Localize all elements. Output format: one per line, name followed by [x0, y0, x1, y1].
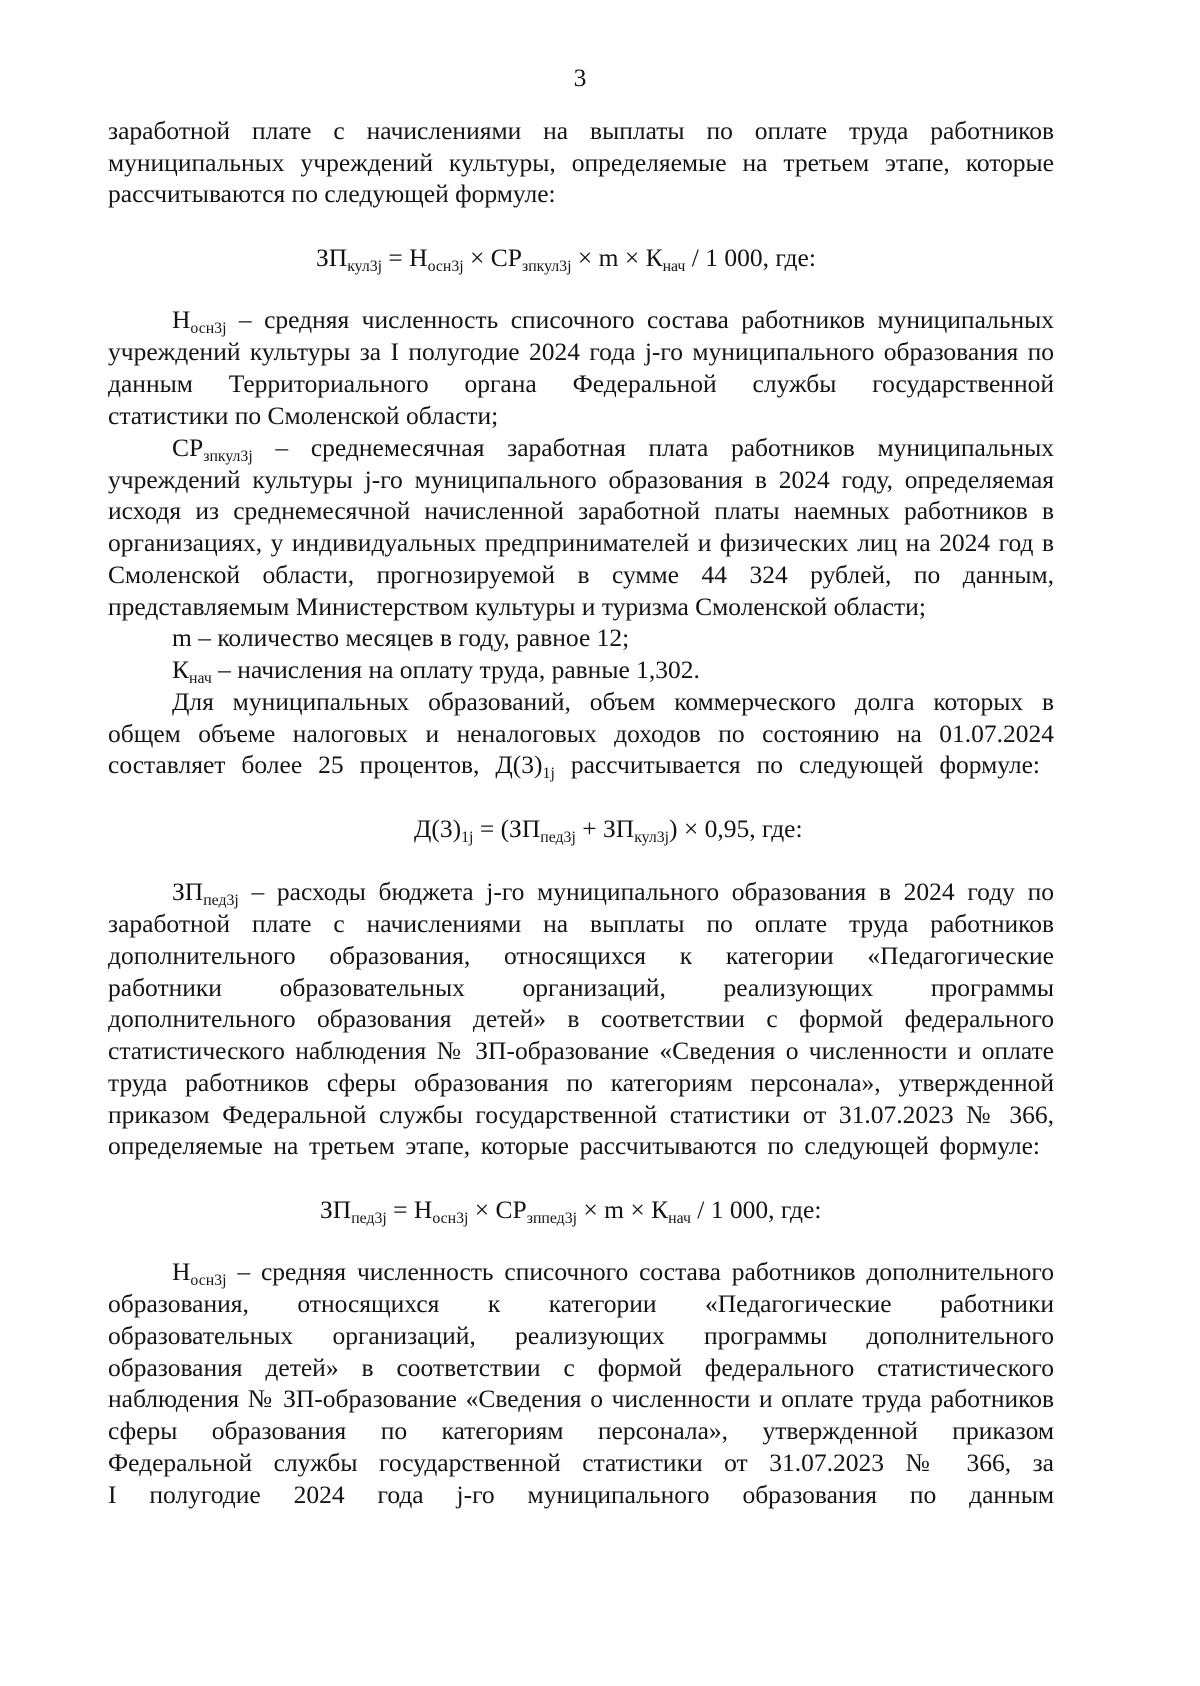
subscript: кул3j: [634, 829, 670, 846]
text-line: исходя из среднемесячной начисленной заработной платы наемных работников в: [108, 496, 1054, 525]
text-line: рассчитываются по следующей формуле:: [108, 179, 556, 208]
text-line: общем объеме налоговых и неналоговых доходов по состоянию на 01.07.2024: [108, 719, 1054, 748]
text-run: – расходы бюджета j-го муниципального образования в 2024 году по: [238, 877, 1054, 906]
text-line: учреждений культуры за I полугодие 2024 года j-го муниципального образования по: [108, 337, 1054, 366]
text-line: Для муниципальных образований, объем коммерческого долга которых в: [172, 687, 1054, 716]
text-line: определяемые на третьем этапе, которые рассчитываются по следующей формуле:: [108, 1131, 1040, 1160]
subscript: нач: [668, 1210, 691, 1227]
text-run: составляет более 25 процентов, Д(3): [108, 750, 543, 779]
text-run: СР: [172, 433, 204, 462]
formula-run: × СР: [468, 1195, 527, 1224]
formula-line: [320, 1194, 821, 1226]
text-run: – среднемесячная заработная плата работников муниципальных: [252, 433, 1054, 462]
subscript: осн3j: [190, 1272, 227, 1289]
formula-line: [316, 242, 816, 274]
text-line: Смоленской области, прогнозируемой в сумме 44 324 рублей, по данным,: [108, 560, 1054, 589]
text-line: статистического наблюдения № ЗП-образование «Сведения о численности и оплате: [108, 1036, 1054, 1065]
text-line: заработной плате с начислениями на выплаты по оплате труда работников: [108, 909, 1054, 938]
formula-run: ЗП: [320, 1195, 352, 1224]
text-line: [108, 654, 1054, 686]
text-run: – начисления на оплату труда, равные 1,302.: [211, 655, 700, 684]
text-run: рассчитывается по следующей формуле:: [554, 750, 1040, 779]
text-line: данным Территориального органа Федеральной службы государственной: [108, 369, 1054, 398]
formula-run: = (ЗП: [473, 814, 541, 843]
text-line: образования, относящихся к категории «Педагогические работники: [108, 1289, 1054, 1318]
formula-run: = Н: [386, 1195, 433, 1224]
formula-run: × m × К: [577, 1195, 669, 1224]
subscript: нач: [662, 258, 686, 275]
subscript: осн3j: [190, 320, 227, 337]
subscript: осн3j: [427, 258, 464, 275]
subscript: пед3j: [540, 829, 576, 846]
text-line: [108, 432, 1054, 464]
text-line: статистики по Смоленской области;: [108, 401, 499, 430]
text-line: учреждений культуры j-го муниципального образования в 2024 году, определяемая: [108, 465, 1054, 494]
text-line: [108, 304, 1054, 336]
subscript: зпкул3j: [521, 258, 572, 275]
text-run: – средняя численность списочного состава работников дополнительного: [226, 1257, 1054, 1286]
text-line: [108, 749, 1040, 781]
text-run: – средняя численность списочного состава работников муниципальных: [226, 305, 1054, 334]
text-run: ЗП: [172, 877, 204, 906]
subscript: 1j: [542, 765, 555, 782]
formula-run: / 1 000, где:: [685, 243, 816, 272]
subscript: пед3j: [203, 892, 239, 909]
formula-run: / 1 000, где:: [690, 1195, 822, 1224]
text-line: муниципальных учреждений культуры, определяемые на третьем этапе, которые: [108, 148, 1054, 177]
text-line: образовательных организаций, реализующих программы дополнительного: [108, 1321, 1054, 1350]
text-run: К: [172, 655, 190, 684]
subscript: зпкул3j: [203, 448, 253, 465]
text-line: [108, 876, 1054, 908]
formula-run: × m × К: [571, 243, 663, 272]
text-line: труда работников сферы образования по категориям персонала», утвержденной: [108, 1068, 1054, 1097]
formula-run: + ЗП: [575, 814, 635, 843]
formula-run: × СР: [463, 243, 522, 272]
subscript: пед3j: [351, 1210, 387, 1227]
formula-run: Д(3): [414, 814, 462, 843]
subscript: 1j: [461, 829, 474, 846]
text-line: [108, 1256, 1054, 1288]
formula-run: = Н: [382, 243, 428, 272]
text-run: Н: [172, 1257, 191, 1286]
text-line: приказом Федеральной службы государственной статистики от 31.07.2023 № 366,: [108, 1100, 1054, 1129]
text-line: I полугодие 2024 года j-го муниципального образования по данным: [108, 1480, 1054, 1509]
text-line: m – количество месяцев в году, равное 12;: [172, 623, 630, 652]
subscript: кул3j: [347, 258, 383, 275]
text-line: наблюдения № ЗП-образование «Сведения о численности и оплате труда работников: [108, 1384, 1054, 1413]
text-line: дополнительного образования детей» в соответствии с формой федерального: [108, 1004, 1054, 1033]
formula-run: ЗП: [316, 243, 348, 272]
text-line: представляемым Министерством культуры и туризма Смоленской области;: [108, 592, 926, 621]
formula-run: ) × 0,95, где:: [669, 814, 803, 843]
text-line: Федеральной службы государственной статистики от 31.07.2023 № 366, за: [108, 1448, 1054, 1477]
text-line: дополнительного образования, относящихся к категории «Педагогические: [108, 941, 1054, 970]
text-line: сферы образования по категориям персонала», утвержденной приказом: [108, 1416, 1054, 1445]
page-number: 3: [573, 63, 587, 92]
text-run: Н: [172, 305, 191, 334]
formula-line: [414, 813, 803, 845]
subscript: нач: [189, 670, 212, 687]
text-line: заработной плате с начислениями на выплаты по оплате труда работников: [108, 116, 1054, 145]
text-line: организациях, у индивидуальных предпринимателей и физических лиц на 2024 год в: [108, 528, 1054, 557]
text-line: работники образовательных организаций, реализующих программы: [108, 973, 1054, 1002]
text-line: образования детей» в соответствии с формой федерального статистического: [108, 1353, 1054, 1382]
subscript: зппед3j: [526, 1210, 577, 1227]
subscript: осн3j: [432, 1210, 469, 1227]
